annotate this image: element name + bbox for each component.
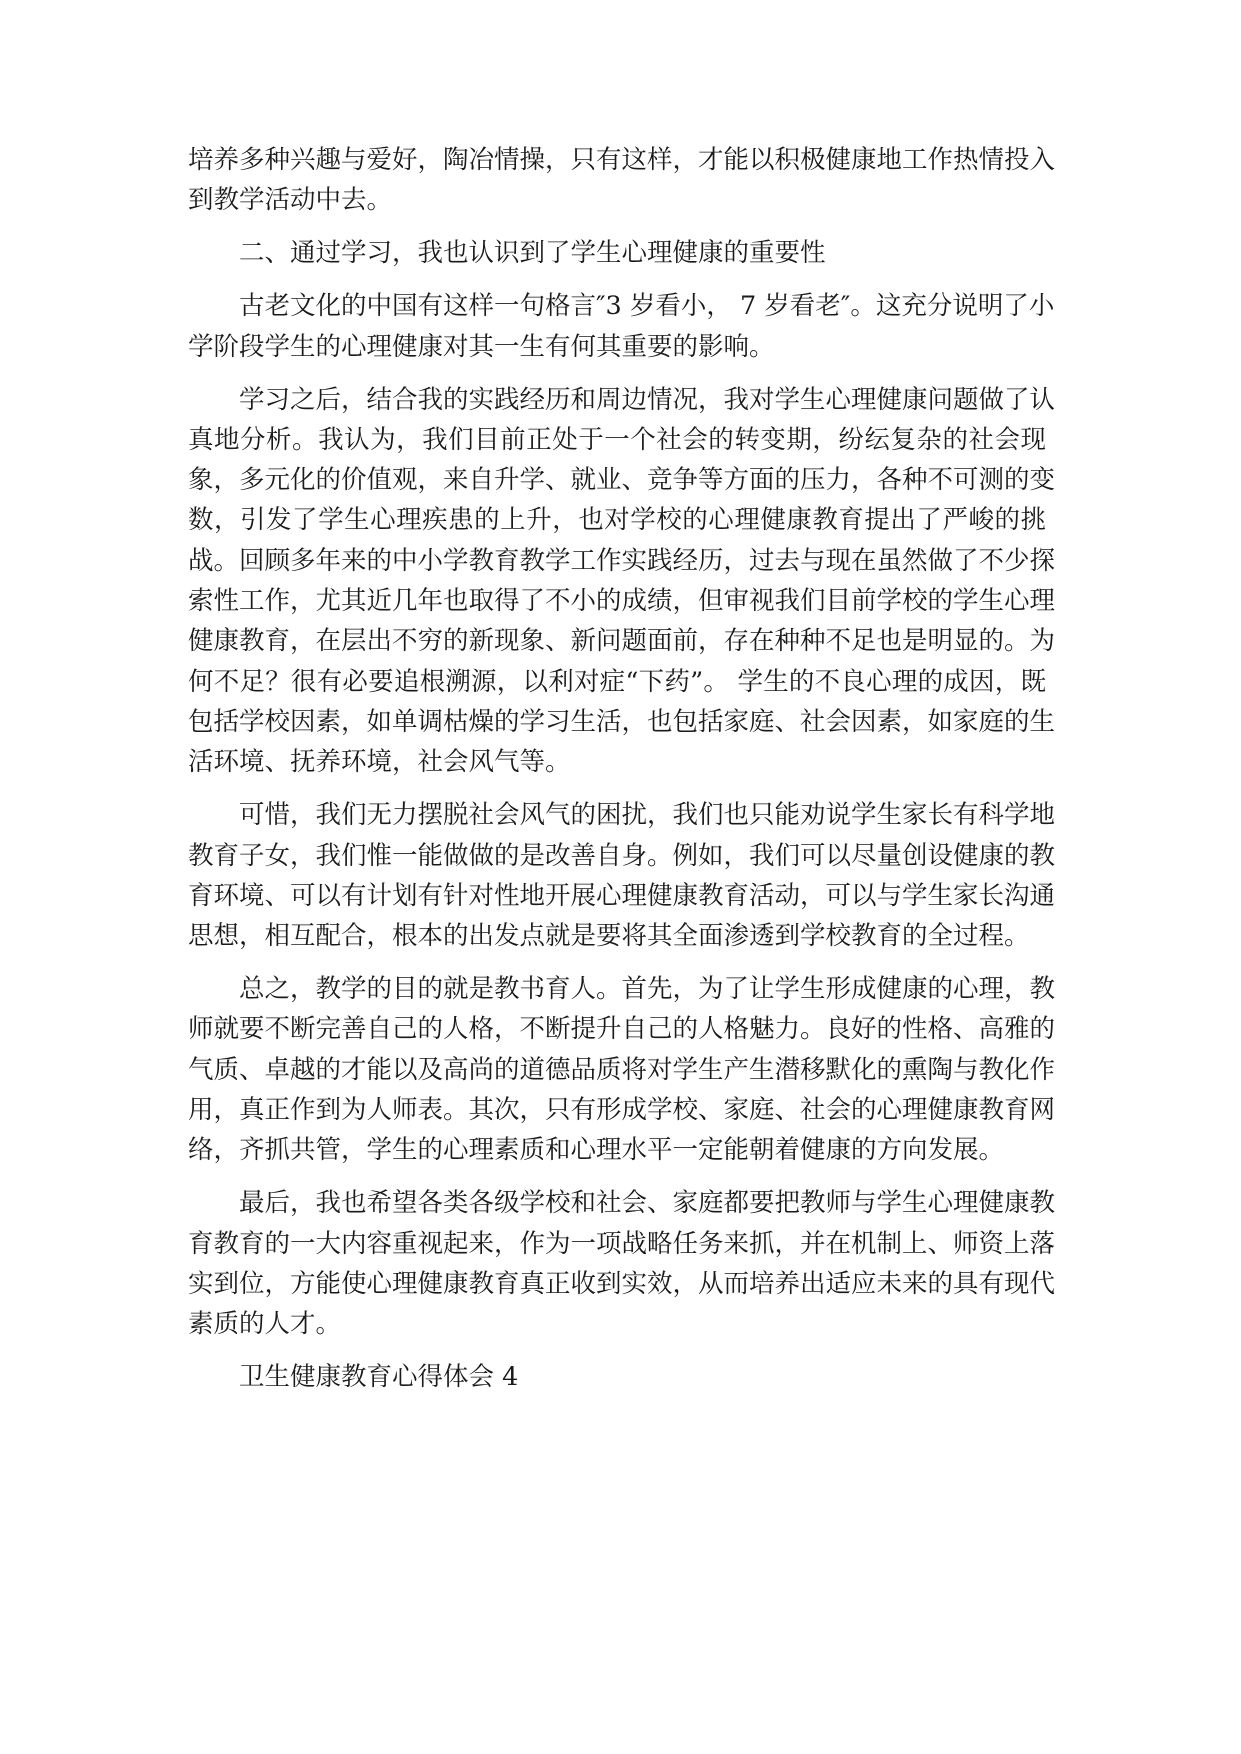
text-line: 索性工作，尤其近几年也取得了不小的成绩，但审视我们目前学校的学生心理 — [188, 586, 1056, 617]
text-line: 真地分析。我认为，我们目前正处于一个社会的转变期，纷纭复杂的社会现 — [188, 424, 1046, 455]
text-line: 总之，教学的目的就是教书育人。首先，为了让学生形成健康的心理，教 — [239, 974, 1056, 1005]
paragraph — [188, 286, 1055, 367]
text-line: 用，真正作到为人师表。其次，只有形成学校、家庭、社会的心理健康教育网 — [188, 1094, 1056, 1125]
text-line: 何不足？很有必要追根溯源，以利对症“下药”。 学生的不良心理的成因，既 — [188, 666, 1046, 697]
text-line: 育环境、可以有计划有针对性地开展心理健康教育活动，可以与学生家长沟通 — [188, 880, 1056, 911]
paragraph — [188, 380, 1056, 783]
text-line: 学习之后，结合我的实践经历和周边情况，我对学生心理健康问题做了认 — [239, 384, 1056, 415]
text-line: 素质的人才。 — [188, 1309, 342, 1340]
text-line: 到教学活动中去。 — [188, 185, 393, 216]
text-line: 数，引发了学生心理疾患的上升，也对学校的心理健康教育提出了严峻的挑 — [188, 505, 1046, 536]
text-line: 育教育的一大内容重视起来，作为一项战略任务来抓，并在机制上、师资上落 — [188, 1228, 1056, 1259]
text-line: 二、通过学习，我也认识到了学生心理健康的重要性 — [239, 238, 826, 269]
text-line: 教育子女，我们惟一能做做的是改善自身。例如，我们可以尽量创设健康的教 — [188, 840, 1056, 871]
paragraph — [188, 1183, 1056, 1344]
text-line: 健康教育，在层出不穷的新现象、新问题面前，存在种种不足也是明显的。为 — [188, 626, 1056, 657]
paragraph — [188, 969, 1056, 1170]
text-line: 学阶段学生的心理健康对其一生有何其重要的影响。 — [188, 331, 775, 362]
text-line: 络，齐抓共管，学生的心理素质和心理水平一定能朝着健康的方向发展。 — [188, 1135, 1005, 1166]
section-heading — [188, 233, 1046, 273]
section-title — [188, 1357, 1046, 1397]
text-line: 实到位，方能使心理健康教育真正收到实效，从而培养出适应未来的具有现代 — [188, 1268, 1056, 1299]
text-line: 卫生健康教育心得体会 4 — [239, 1362, 519, 1393]
text-line: 培养多种兴趣与爱好，陶冶情操，只有这样，才能以积极健康地工作热情投入 — [188, 145, 1056, 175]
paragraph — [188, 140, 1056, 221]
paragraph — [188, 795, 1056, 956]
text-line: 战。回顾多年来的中小学教育教学工作实践经历，过去与现在虽然做了不少探 — [188, 545, 1056, 576]
text-line: 活环境、抚养环境，社会风气等。 — [188, 747, 571, 778]
text-line: 可惜，我们无力摆脱社会风气的困扰，我们也只能劝说学生家长有科学地 — [239, 800, 1056, 831]
text-line: 最后，我也希望各类各级学校和社会、家庭都要把教师与学生心理健康教 — [239, 1188, 1056, 1219]
text-line: 象，多元化的价值观，来自升学、就业、竞争等方面的压力，各种不可测的变 — [188, 465, 1056, 496]
text-line: 思想，相互配合，根本的出发点就是要将其全面渗透到学校教育的全过程。 — [188, 921, 1030, 952]
text-line: 气质、卓越的才能以及高尚的道德品质将对学生产生潜移默化的熏陶与教化作 — [188, 1054, 1056, 1085]
body-text — [188, 140, 1056, 1397]
text-line: 古老文化的中国有这样一句格言″3 岁看小， 7 岁看老″。这充分说明了小 — [239, 291, 1055, 322]
text-line: 包括学校因素，如单调枯燥的学习生活，也包括家庭、社会因素，如家庭的生 — [188, 706, 1056, 737]
text-line: 师就要不断完善自己的人格，不断提升自己的人格魅力。良好的性格、高雅的 — [188, 1014, 1056, 1045]
